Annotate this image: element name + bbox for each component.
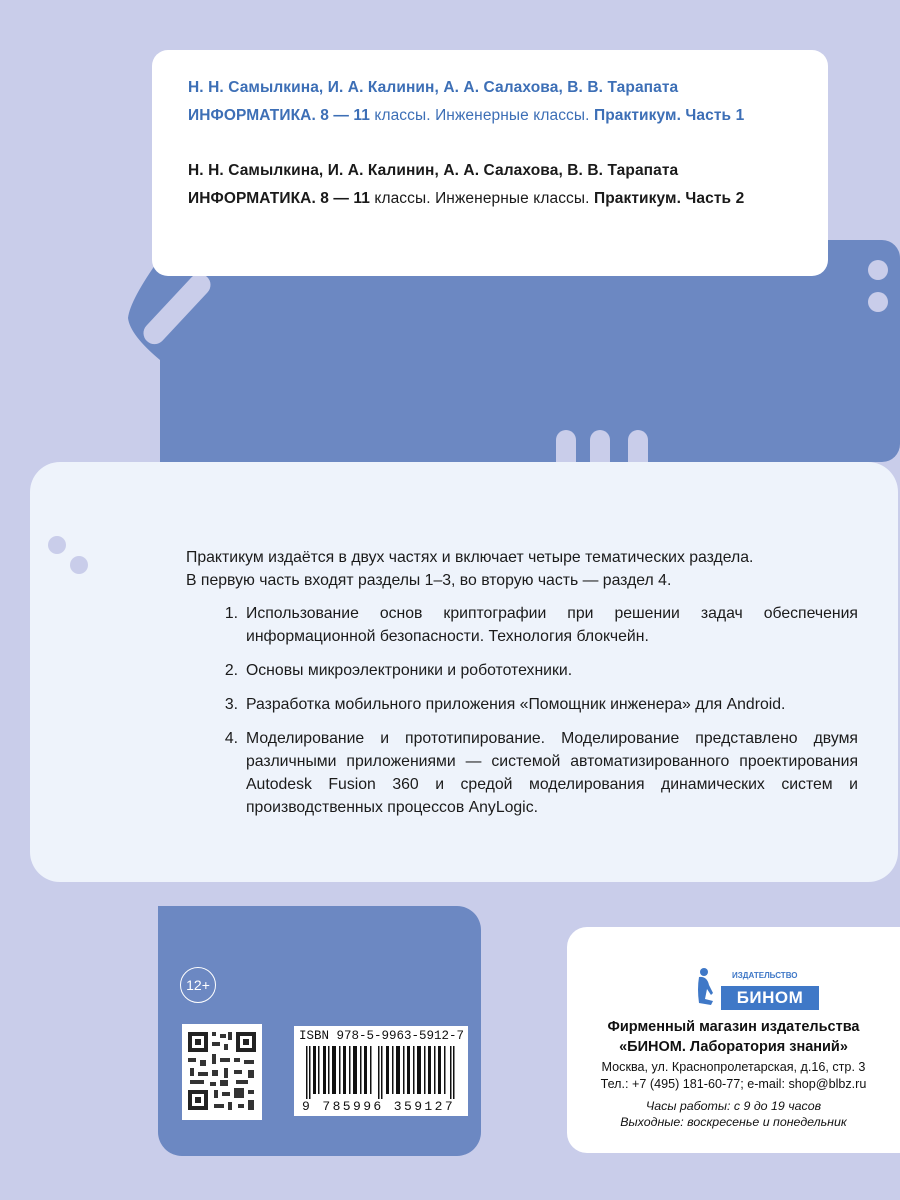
decorative-notch: [556, 430, 576, 464]
publisher-logo-figure-icon: [695, 967, 717, 1007]
book2-title-name: ИНФОРМАТИКА. 8 — 11: [188, 190, 370, 207]
decorative-dot: [868, 292, 888, 312]
book1-title: [188, 107, 744, 125]
book2-authors: Н. Н. Самылкина, И. А. Калинин, А. А. Салахова, В. В. Тарапата: [188, 162, 679, 179]
section-number: 3.: [224, 696, 238, 713]
section-item: [186, 659, 858, 682]
section-item: [186, 693, 858, 716]
book2-title-rest: классы. Инженерные классы.: [369, 190, 594, 207]
book2-title: [188, 190, 744, 208]
store-title-line1: Фирменный магазин издательства: [607, 1019, 860, 1035]
book1-title-rest: классы. Инженерные классы.: [369, 107, 594, 124]
age-rating-badge: 12+: [180, 967, 216, 1003]
publisher-logo: БИНОМ: [721, 986, 819, 1010]
section-text: Основы микроэлектроники и робототехники.: [246, 662, 573, 679]
book2-title-tail: Практикум. Часть 2: [593, 190, 745, 207]
intro-line-1: Практикум издаётся в двух частях и включает четыре тематических раздела.: [186, 549, 754, 566]
decorative-dot: [868, 260, 888, 280]
description-text: [186, 546, 858, 830]
decorative-dot: [48, 536, 66, 554]
section-text: Использование основ криптографии при решении задач обеспечения информационной безопасности. Технология блокчейн.: [246, 605, 858, 645]
store-address: Москва, ул. Краснопролетарская, д.16, стр. 3: [601, 1060, 866, 1074]
publisher-card: [567, 927, 900, 1153]
section-item: [186, 602, 858, 648]
book1-title-name: ИНФОРМАТИКА. 8 — 11: [188, 107, 370, 124]
related-books-card: [152, 50, 828, 276]
store-days-off: Выходные: воскресенье и понедельник: [620, 1115, 847, 1129]
section-item: [186, 727, 858, 819]
publisher-logo-caption: ИЗДАТЕЛЬСТВО: [732, 971, 798, 980]
store-title-line2: «БИНОМ. Лаборатория знаний»: [619, 1039, 848, 1055]
qr-code[interactable]: [182, 1024, 262, 1120]
ean-number: 9 785996 359127: [302, 1099, 456, 1114]
section-number: 4.: [224, 730, 238, 747]
decorative-dot: [70, 556, 88, 574]
section-number: 2.: [224, 662, 238, 679]
section-text: Разработка мобильного приложения «Помощник инженера» для Android.: [246, 696, 786, 713]
decorative-notch: [590, 430, 610, 464]
barcode-bars: [304, 1046, 458, 1102]
sections-list: [186, 602, 858, 819]
section-number: 1.: [224, 605, 238, 622]
store-hours: Часы работы: с 9 до 19 часов: [645, 1099, 822, 1113]
book1-title-tail: Практикум. Часть 1: [593, 107, 745, 124]
intro-line-2: В первую часть входят разделы 1–3, во вторую часть — раздел 4.: [186, 572, 672, 589]
isbn-barcode: [294, 1026, 468, 1116]
section-text: Моделирование и прототипирование. Моделирование представлено двумя различными приложениями — системой автоматизированного проектирования Autodesk Fusion 360 и средой моделирования динамических систем и производственных процессов AnyLogic.: [246, 730, 858, 816]
isbn-number: ISBN 978-5-9963-5912-7: [299, 1029, 465, 1043]
decorative-notch: [628, 430, 648, 464]
book1-authors: Н. Н. Самылкина, И. А. Калинин, А. А. Салахова, В. В. Тарапата: [188, 79, 679, 96]
store-contacts: Тел.: +7 (495) 181-60-77; e-mail: shop@blbz.ru: [600, 1077, 867, 1091]
